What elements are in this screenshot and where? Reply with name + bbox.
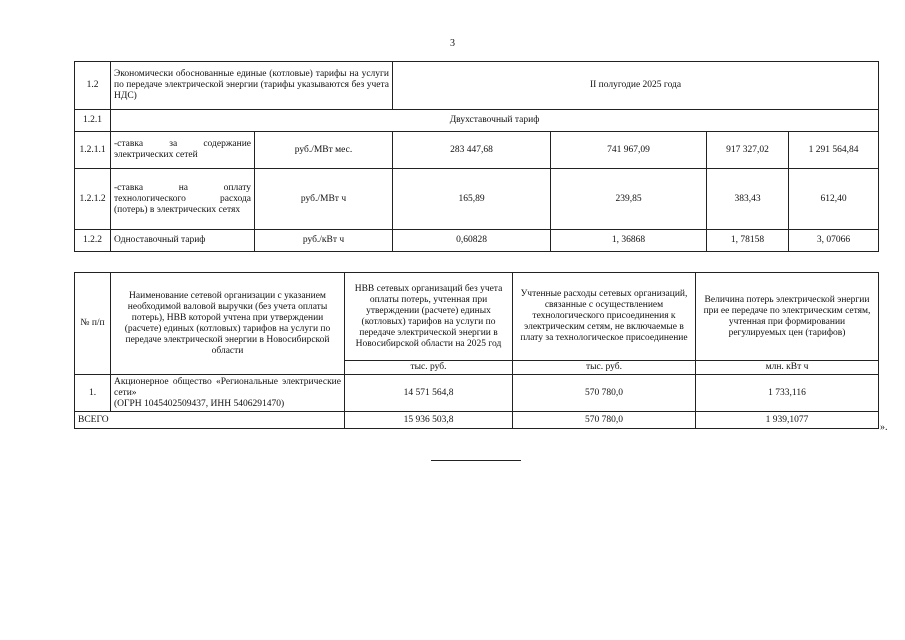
row-title: Двухставочный тариф xyxy=(111,110,879,132)
value-cell: 741 967,09 xyxy=(551,132,707,169)
page-number: 3 xyxy=(450,38,455,49)
row-title: Одноставочный тариф xyxy=(111,230,255,252)
table-row xyxy=(75,375,879,412)
value-cell: 283 447,68 xyxy=(393,132,551,169)
unit-cell: руб./кВт ч xyxy=(255,230,393,252)
table-row xyxy=(75,110,879,132)
header-costs: Учтенные расходы сетевых организаций, связанные с осуществлением технологического присоединения к электрическим сетям, не включаемые в плату за технологическое присоединение xyxy=(513,273,696,361)
row-number: 1.2.2 xyxy=(75,230,111,252)
costs-value: 570 780,0 xyxy=(513,375,696,412)
unit-cell: руб./МВт мес. xyxy=(255,132,393,169)
header-losses: Величина потерь электрической энергии при ее передаче по электрическим сетям, учтенная при формировании регулируемых цен (тарифов) xyxy=(696,273,879,361)
tariff-table xyxy=(74,61,879,252)
row-title: -ставка на оплату технологического расхода (потерь) в электрических сетях xyxy=(111,169,255,230)
row-title: -ставка за содержание электрических сетей xyxy=(111,132,255,169)
row-number: 1.2.1.1 xyxy=(75,132,111,169)
header-num: № п/п xyxy=(75,273,111,375)
org-name-cell xyxy=(111,375,345,412)
value-cell: 3, 07066 xyxy=(789,230,879,252)
row-number: 1.2 xyxy=(75,62,111,110)
table-row xyxy=(75,169,879,230)
row-number: 1. xyxy=(75,375,111,412)
header-org: Наименование сетевой организации с указанием необходимой валовой выручки (без учета оплаты потерь), НВВ которой учтена при утверждении (расчете) единых (котловых) тарифов на услуги по передаче электрической энергии в Новосибирской области xyxy=(111,273,345,375)
table-row xyxy=(75,62,879,110)
row-number: 1.2.1 xyxy=(75,110,111,132)
unit-cell: руб./МВт ч xyxy=(255,169,393,230)
table-row xyxy=(75,230,879,252)
total-nvv: 15 936 503,8 xyxy=(345,412,513,429)
unit-losses: млн. кВт ч xyxy=(696,361,879,375)
value-cell: 239,85 xyxy=(551,169,707,230)
value-cell: 917 327,02 xyxy=(707,132,789,169)
closing-quote: ». xyxy=(880,422,888,433)
org-name: Акционерное общество «Региональные электрические сети» xyxy=(114,376,341,398)
value-cell: 0,60828 xyxy=(393,230,551,252)
unit-nvv: тыс. руб. xyxy=(345,361,513,375)
value-cell: 1 291 564,84 xyxy=(789,132,879,169)
value-cell: 612,40 xyxy=(789,169,879,230)
period-label: II полугодие 2025 года xyxy=(393,62,879,110)
row-number: 1.2.1.2 xyxy=(75,169,111,230)
unit-costs: тыс. руб. xyxy=(513,361,696,375)
value-cell: 165,89 xyxy=(393,169,551,230)
value-cell: 1, 78158 xyxy=(707,230,789,252)
table-row xyxy=(75,132,879,169)
nvv-table xyxy=(74,272,879,429)
table-header-row xyxy=(75,273,879,361)
header-nvv: НВВ сетевых организаций без учета оплаты потерь, учтенная при утверждении (расчете) единых (котловых) тарифов на услуги по передаче электрической энергии в Новосибирской области на 2025 год xyxy=(345,273,513,361)
total-costs: 570 780,0 xyxy=(513,412,696,429)
nvv-value: 14 571 564,8 xyxy=(345,375,513,412)
row-title: Экономически обоснованные единые (котловые) тарифы на услуги по передаче электрической энергии (тарифы указываются без учета НДС) xyxy=(111,62,393,110)
losses-value: 1 733,116 xyxy=(696,375,879,412)
org-ids: (ОГРН 1045402509437, ИНН 5406291470) xyxy=(114,398,285,409)
total-row xyxy=(75,412,879,429)
total-label: ВСЕГО xyxy=(75,412,345,429)
value-cell: 1, 36868 xyxy=(551,230,707,252)
divider-line xyxy=(431,460,521,461)
total-losses: 1 939,1077 xyxy=(696,412,879,429)
value-cell: 383,43 xyxy=(707,169,789,230)
